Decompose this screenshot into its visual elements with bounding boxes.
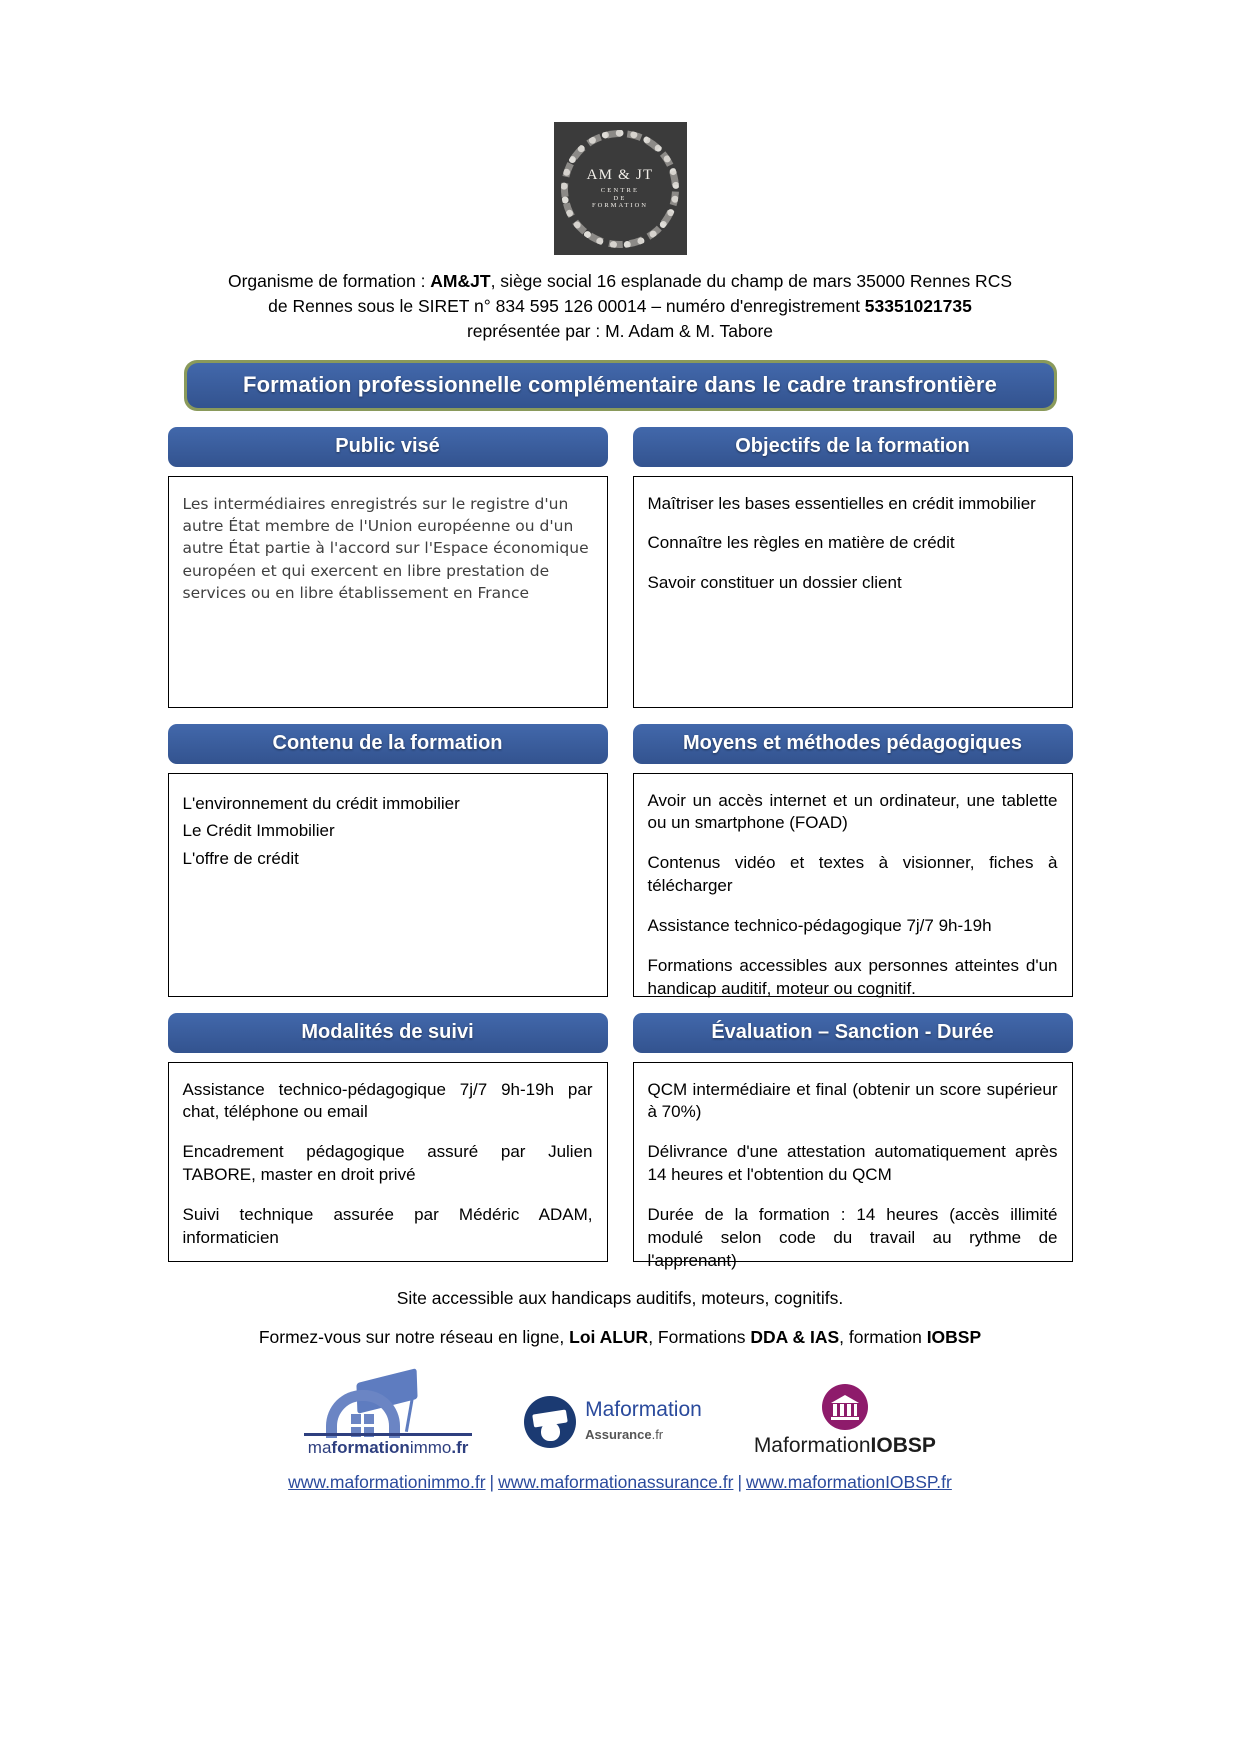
main-title-banner: [184, 360, 1057, 411]
section-body-evaluation: [633, 1062, 1073, 1271]
link-separator-2: |: [737, 1471, 742, 1492]
registration-number: 53351021735: [864, 295, 972, 316]
org-info-line-3: représentée par : M. Adam & M. Tabore: [466, 320, 774, 341]
maformationiobsp-logo: [754, 1384, 936, 1458]
assurance-line-2: Assurance.fr: [585, 1426, 664, 1442]
organisation-info: [0, 269, 1240, 344]
accessibility-note: Site accessible aux handicaps auditifs, moteurs, cognitifs.: [396, 1287, 844, 1308]
maformationimmo-logo: [304, 1368, 472, 1458]
link-maformationassurance[interactable]: www.maformationassurance.fr: [498, 1471, 734, 1492]
graduation-badge-icon: [524, 1396, 576, 1448]
evaluation-paragraph-3: Durée de la formation : 14 heures (accès illimité modulé selon code du travail au rythme de l'apprenant): [647, 1205, 1058, 1271]
row-contenu-moyens: [168, 724, 1073, 997]
moyens-paragraph-3: Assistance technico-pédagogique 7j/7 9h-19h: [647, 916, 992, 936]
link-maformationimmo[interactable]: www.maformationimmo.fr: [288, 1471, 486, 1492]
logo-subtitle-1: CENTRE: [600, 187, 640, 195]
moyens-paragraph-4: Formations accessibles aux personnes atteintes d'un handicap auditif, moteur ou cognitif.: [647, 956, 1058, 999]
section-body-contenu: [168, 773, 608, 997]
section-moyens: [633, 724, 1073, 997]
section-body-modalites: [168, 1062, 608, 1262]
section-public-vise: [168, 427, 608, 708]
section-contenu: [168, 724, 608, 997]
amjt-logo: [554, 122, 687, 255]
modalites-paragraph-1: Assistance technico-pédagogique 7j/7 9h-19h par chat, téléphone ou email: [182, 1079, 593, 1122]
section-body-objectifs: [633, 476, 1073, 708]
evaluation-paragraph-1: QCM intermédiaire et final (obtenir un score supérieur à 70%): [647, 1079, 1058, 1122]
org-name: AM&JT: [430, 271, 491, 291]
link-maformationiobsp[interactable]: www.maformationIOBSP.fr: [746, 1471, 952, 1492]
row-public-objectifs: [168, 427, 1073, 708]
sections-grid: [168, 411, 1073, 1271]
section-objectifs: [633, 427, 1073, 708]
row-modalites-evaluation: [168, 1013, 1073, 1271]
objectifs-paragraph-2: Connaître les règles en matière de crédit: [647, 533, 955, 553]
document-footer: [0, 1288, 1240, 1493]
assurance-line-1: Maformation: [585, 1398, 702, 1422]
objectifs-paragraph-1: Maîtriser les bases essentielles en crédit immobilier: [647, 493, 1036, 513]
org-info-line-1: Organisme de formation : AM&JT, siège social 16 esplanade du champ de mars 35000 Rennes RCS: [227, 271, 1013, 291]
modalites-paragraph-2: Encadrement pédagogique assuré par Julien TABORE, master en droit privé: [182, 1142, 593, 1185]
section-header-modalites: Modalités de suivi: [168, 1013, 608, 1053]
iobsp-label: MaformationIOBSP: [753, 1433, 936, 1457]
partner-logos: [0, 1366, 1240, 1458]
section-header-moyens: Moyens et méthodes pédagogiques: [633, 724, 1073, 764]
section-header-public-vise: Public visé: [168, 427, 608, 467]
main-title-text: Formation professionnelle complémentaire dans le cadre transfrontière: [187, 363, 1054, 408]
contenu-paragraph-1: L'environnement du crédit immobilier: [182, 793, 460, 813]
link-separator-1: |: [489, 1471, 495, 1492]
moyens-paragraph-2: Contenus vidéo et textes à visionner, fiches à télécharger: [647, 853, 1058, 896]
section-evaluation: [633, 1013, 1073, 1271]
network-note: Formez-vous sur notre réseau en ligne, Loi ALUR, Formations DDA & IAS, formation IOBSP: [258, 1326, 982, 1347]
maformationassurance-logo: [524, 1386, 702, 1458]
modalites-paragraph-3: Suivi technique assurée par Médéric ADAM, informaticien: [182, 1205, 593, 1248]
org-info-line-2: de Rennes sous le SIRET n° 834 595 126 00014 – numéro d'enregistrement 53351021735: [268, 295, 972, 316]
section-modalites: [168, 1013, 608, 1262]
maformationimmo-label: maformationimmo.fr: [304, 1433, 472, 1458]
moyens-paragraph-1: Avoir un accès internet et un ordinateur, une tablette ou un smartphone (FOAD): [647, 790, 1058, 833]
contenu-paragraph-3: L'offre de crédit: [182, 848, 299, 868]
public-vise-paragraph-1: Les intermédiaires enregistrés sur le registre d'un autre État membre de l'Union européenne ou d'un autre État partie à l'accord sur l'Espace économique européen et qui exercent en libre prestation de services ou en libre établissement en France: [182, 494, 589, 603]
bank-building-icon: [822, 1384, 868, 1430]
section-header-objectifs: Objectifs de la formation: [633, 427, 1073, 467]
objectifs-paragraph-3: Savoir constituer un dossier client: [647, 573, 902, 593]
company-logo-area: [0, 0, 1240, 255]
section-header-evaluation: Évaluation – Sanction - Durée: [633, 1013, 1073, 1053]
contenu-paragraph-2: Le Crédit Immobilier: [182, 821, 335, 841]
footer-links: [0, 1472, 1240, 1493]
evaluation-paragraph-2: Délivrance d'une attestation automatiquement après 14 heures et l'obtention du QCM: [647, 1142, 1058, 1185]
logo-subtitle-2: DE: [613, 194, 627, 202]
logo-subtitle-3: FORMATION: [592, 202, 648, 210]
section-body-public-vise: [168, 476, 608, 708]
section-body-moyens: [633, 773, 1073, 997]
logo-name: AM & JT: [586, 167, 654, 184]
section-header-contenu: Contenu de la formation: [168, 724, 608, 764]
